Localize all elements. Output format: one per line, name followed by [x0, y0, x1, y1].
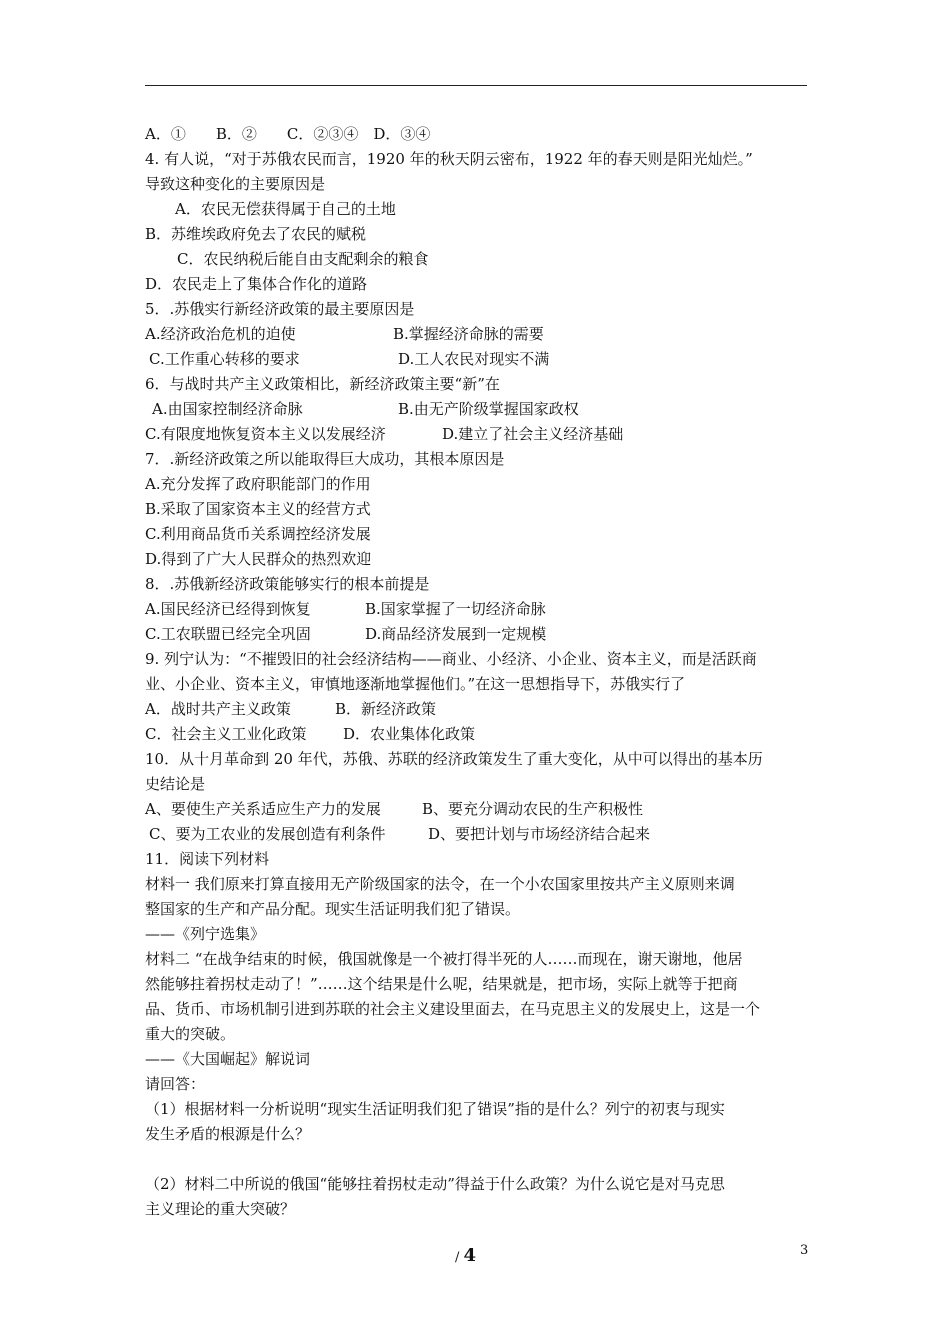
- q10-stem-cont: 史结论是: [145, 775, 206, 793]
- material-2-source: ——《大国崛起》解说词: [145, 1050, 311, 1068]
- page-slash: /: [455, 1250, 460, 1265]
- q8-option-d: D.商品经济发展到一定规模: [365, 625, 547, 643]
- answer-space: [145, 1147, 810, 1172]
- q5-stem: 5．.苏俄实行新经济政策的最主要原因是: [145, 300, 415, 318]
- q11-sub2: （2）材料二中所说的俄国“能够拄着拐杖走动”得益于什么政策？为什么说它是对马克思: [145, 1175, 725, 1193]
- q9-option-c: C．社会主义工业化政策: [145, 725, 307, 743]
- total-pages: 4: [463, 1245, 477, 1266]
- q7-option-a: A.充分发挥了政府职能部门的作用: [145, 475, 371, 493]
- q11-stem: 11．阅读下列材料: [145, 850, 270, 868]
- q5-option-a: A.经济政治危机的迫使: [145, 325, 296, 343]
- q5-options-ab: [145, 322, 810, 347]
- material-2-line-4: 重大的突破。: [145, 1025, 236, 1043]
- q10-option-d: D、要把计划与市场经济结合起来: [428, 825, 651, 843]
- q6-option-c: C.有限度地恢复资本主义以发展经济: [145, 425, 386, 443]
- page-total: [455, 1245, 476, 1266]
- q8-option-b: B.国家掌握了一切经济命脉: [365, 600, 546, 618]
- page-body: [145, 122, 810, 1222]
- q9-options-ab: [145, 697, 810, 722]
- q9-option-b: B．新经济政策: [335, 700, 437, 718]
- q4-stem-cont: 导致这种变化的主要原因是: [145, 175, 326, 193]
- q7-option-d: D.得到了广大人民群众的热烈欢迎: [145, 550, 372, 568]
- material-1-source: ——《列宁选集》: [145, 925, 266, 943]
- q4-stem: 4. 有人说，“对于苏俄农民而言，1920 年的秋天阴云密布，1922 年的春天则是阳光灿烂。”: [145, 150, 753, 168]
- q7-option-c: C.利用商品货币关系调控经济发展: [145, 525, 371, 543]
- q4-option-c: C．农民纳税后能自由支配剩余的粮食: [177, 250, 429, 268]
- q10-stem: 10．从十月革命到 20 年代，苏俄、苏联的经济政策发生了重大变化，从中可以得出的基本历: [145, 750, 763, 768]
- q7-option-b: B.采取了国家资本主义的经营方式: [145, 500, 371, 518]
- q8-option-a: A.国民经济已经得到恢复: [145, 600, 311, 618]
- q9-option-a: A．战时共产主义政策: [145, 700, 291, 718]
- header-rule: [145, 85, 807, 86]
- material-2-line-2: 然能够拄着拐杖走动了！”……这个结果是什么呢，结果就是，把市场，实际上就等于把商: [145, 975, 738, 993]
- q9-stem-cont: 业、小企业、资本主义，审慎地逐渐地掌握他们。”在这一思想指导下，苏俄实行了: [145, 675, 686, 693]
- material-1-line-1: 材料一 我们原来打算直接用无产阶级国家的法令，在一个小农国家里按共产主义原则来调: [145, 875, 735, 893]
- q10-options-cd: [145, 822, 810, 847]
- q10-options-ab: [145, 797, 810, 822]
- q8-options-cd: [145, 622, 810, 647]
- q10-option-a: A、要使生产关系适应生产力的发展: [145, 800, 381, 818]
- q9-options-cd: [145, 722, 810, 747]
- q4-option-a: A．农民无偿获得属于自己的土地: [175, 200, 396, 218]
- q8-options-ab: [145, 597, 810, 622]
- q8-stem: 8．.苏俄新经济政策能够实行的根本前提是: [145, 575, 430, 593]
- q4-option-b: B．苏维埃政府免去了农民的赋税: [145, 225, 367, 243]
- q9-option-d: D．农业集体化政策: [343, 725, 476, 743]
- q6-options-ab: [145, 397, 810, 422]
- q5-option-d: D.工人农民对现实不满: [398, 350, 550, 368]
- material-1-line-2: 整国家的生产和产品分配。现实生活证明我们犯了错误。: [145, 900, 521, 918]
- page-number: 3: [800, 1243, 809, 1258]
- q11-sub1-cont: 发生矛盾的根源是什么？: [145, 1125, 311, 1143]
- material-2-line-1: 材料二 “在战争结束的时候，俄国就像是一个被打得半死的人……而现在，谢天谢地，他居: [145, 950, 743, 968]
- q9-stem: 9. 列宁认为：“不摧毁旧的社会经济结构——商业、小经济、小企业、资本主义，而是活跃商: [145, 650, 757, 668]
- q11-sub2-cont: 主义理论的重大突破？: [145, 1200, 296, 1218]
- q3-options: A．① B．② C．②③④ D．③④: [145, 125, 431, 143]
- answer-prompt: 请回答：: [145, 1075, 206, 1093]
- q7-stem: 7．.新经济政策之所以能取得巨大成功，其根本原因是: [145, 450, 505, 468]
- q4-option-d: D．农民走上了集体合作化的道路: [145, 275, 368, 293]
- q5-option-c: C.工作重心转移的要求: [149, 350, 300, 368]
- q6-options-cd: [145, 422, 810, 447]
- q5-option-b: B.掌握经济命脉的需要: [393, 325, 544, 343]
- q5-options-cd: [145, 347, 810, 372]
- q6-option-a: A.由国家控制经济命脉: [152, 400, 303, 418]
- q8-option-c: C.工农联盟已经完全巩固: [145, 625, 311, 643]
- q6-option-d: D.建立了社会主义经济基础: [442, 425, 624, 443]
- material-2-line-3: 品、货币、市场机制引进到苏联的社会主义建设里面去，在马克思主义的发展史上，这是一个: [145, 1000, 761, 1018]
- q6-option-b: B.由无产阶级掌握国家政权: [398, 400, 579, 418]
- q6-stem: 6．与战时共产主义政策相比，新经济政策主要“新”在: [145, 375, 500, 393]
- q11-sub1: （1）根据材料一分析说明“现实生活证明我们犯了错误”指的是什么？列宁的初衷与现实: [145, 1100, 725, 1118]
- q10-option-b: B、要充分调动农民的生产积极性: [422, 800, 644, 818]
- q10-option-c: C、要为工农业的发展创造有利条件: [149, 825, 386, 843]
